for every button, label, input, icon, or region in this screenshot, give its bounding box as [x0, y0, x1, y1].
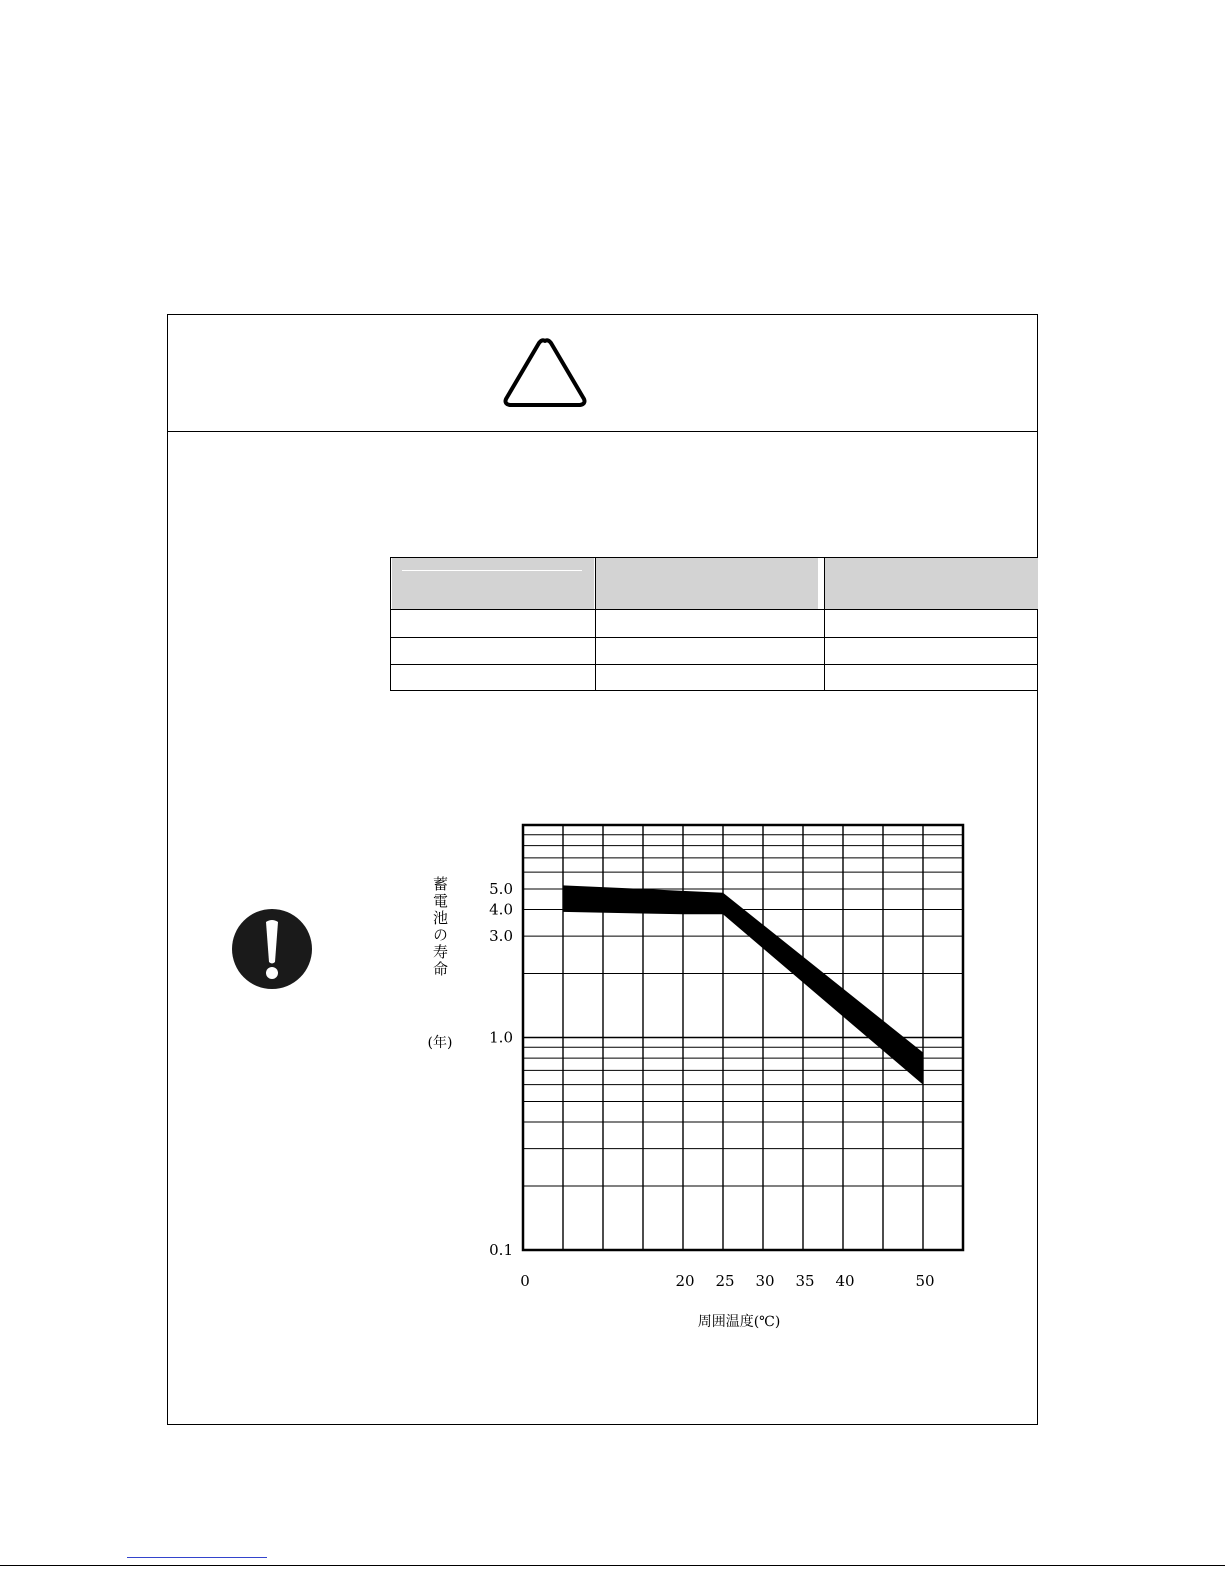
table-header-inner-line — [402, 570, 582, 571]
table-rule — [390, 690, 1038, 691]
y-axis-label: 蓄電池の寿命 — [431, 876, 449, 978]
x-tick-label: 30 — [755, 1272, 775, 1290]
y-tick-labels — [489, 880, 513, 1259]
table-header-cell — [596, 557, 818, 609]
x-tick-label: 20 — [675, 1272, 695, 1290]
table-rule — [390, 664, 1038, 665]
x-tick-label: 25 — [715, 1272, 735, 1290]
y-tick-label: 0.1 — [489, 1241, 513, 1259]
x-tick-label: 35 — [795, 1272, 815, 1290]
x-tick-label: 40 — [835, 1272, 855, 1290]
footer-link-underline — [127, 1557, 267, 1558]
table-column-rule — [390, 557, 391, 691]
header-divider — [167, 431, 1038, 432]
battery-life-band — [563, 885, 923, 1084]
table-rule — [390, 557, 1038, 558]
x-tick-label: 0 — [520, 1272, 530, 1290]
caution-triangle-icon — [500, 336, 590, 411]
table-rule — [390, 637, 1038, 638]
y-tick-label: 5.0 — [489, 879, 513, 898]
y-tick-label: 1.0 — [489, 1028, 513, 1047]
x-axis-label: 周囲温度(℃) — [697, 1314, 781, 1330]
table-rule — [390, 609, 1038, 610]
y-axis-unit: (年) — [427, 1035, 453, 1051]
table-column-rule — [824, 557, 825, 691]
footer-rule — [0, 1565, 1225, 1566]
battery-life-chart — [400, 810, 1000, 1350]
spec-table — [390, 557, 1038, 691]
y-tick-label: 4.0 — [489, 900, 513, 919]
x-tick-labels — [520, 1272, 934, 1290]
exclamation-circle-icon — [231, 908, 313, 990]
y-tick-label: 3.0 — [489, 927, 513, 946]
table-header-cell — [392, 557, 594, 609]
x-tick-label: 50 — [915, 1272, 935, 1290]
table-header-cell — [824, 557, 1038, 609]
table-column-rule — [595, 557, 596, 691]
